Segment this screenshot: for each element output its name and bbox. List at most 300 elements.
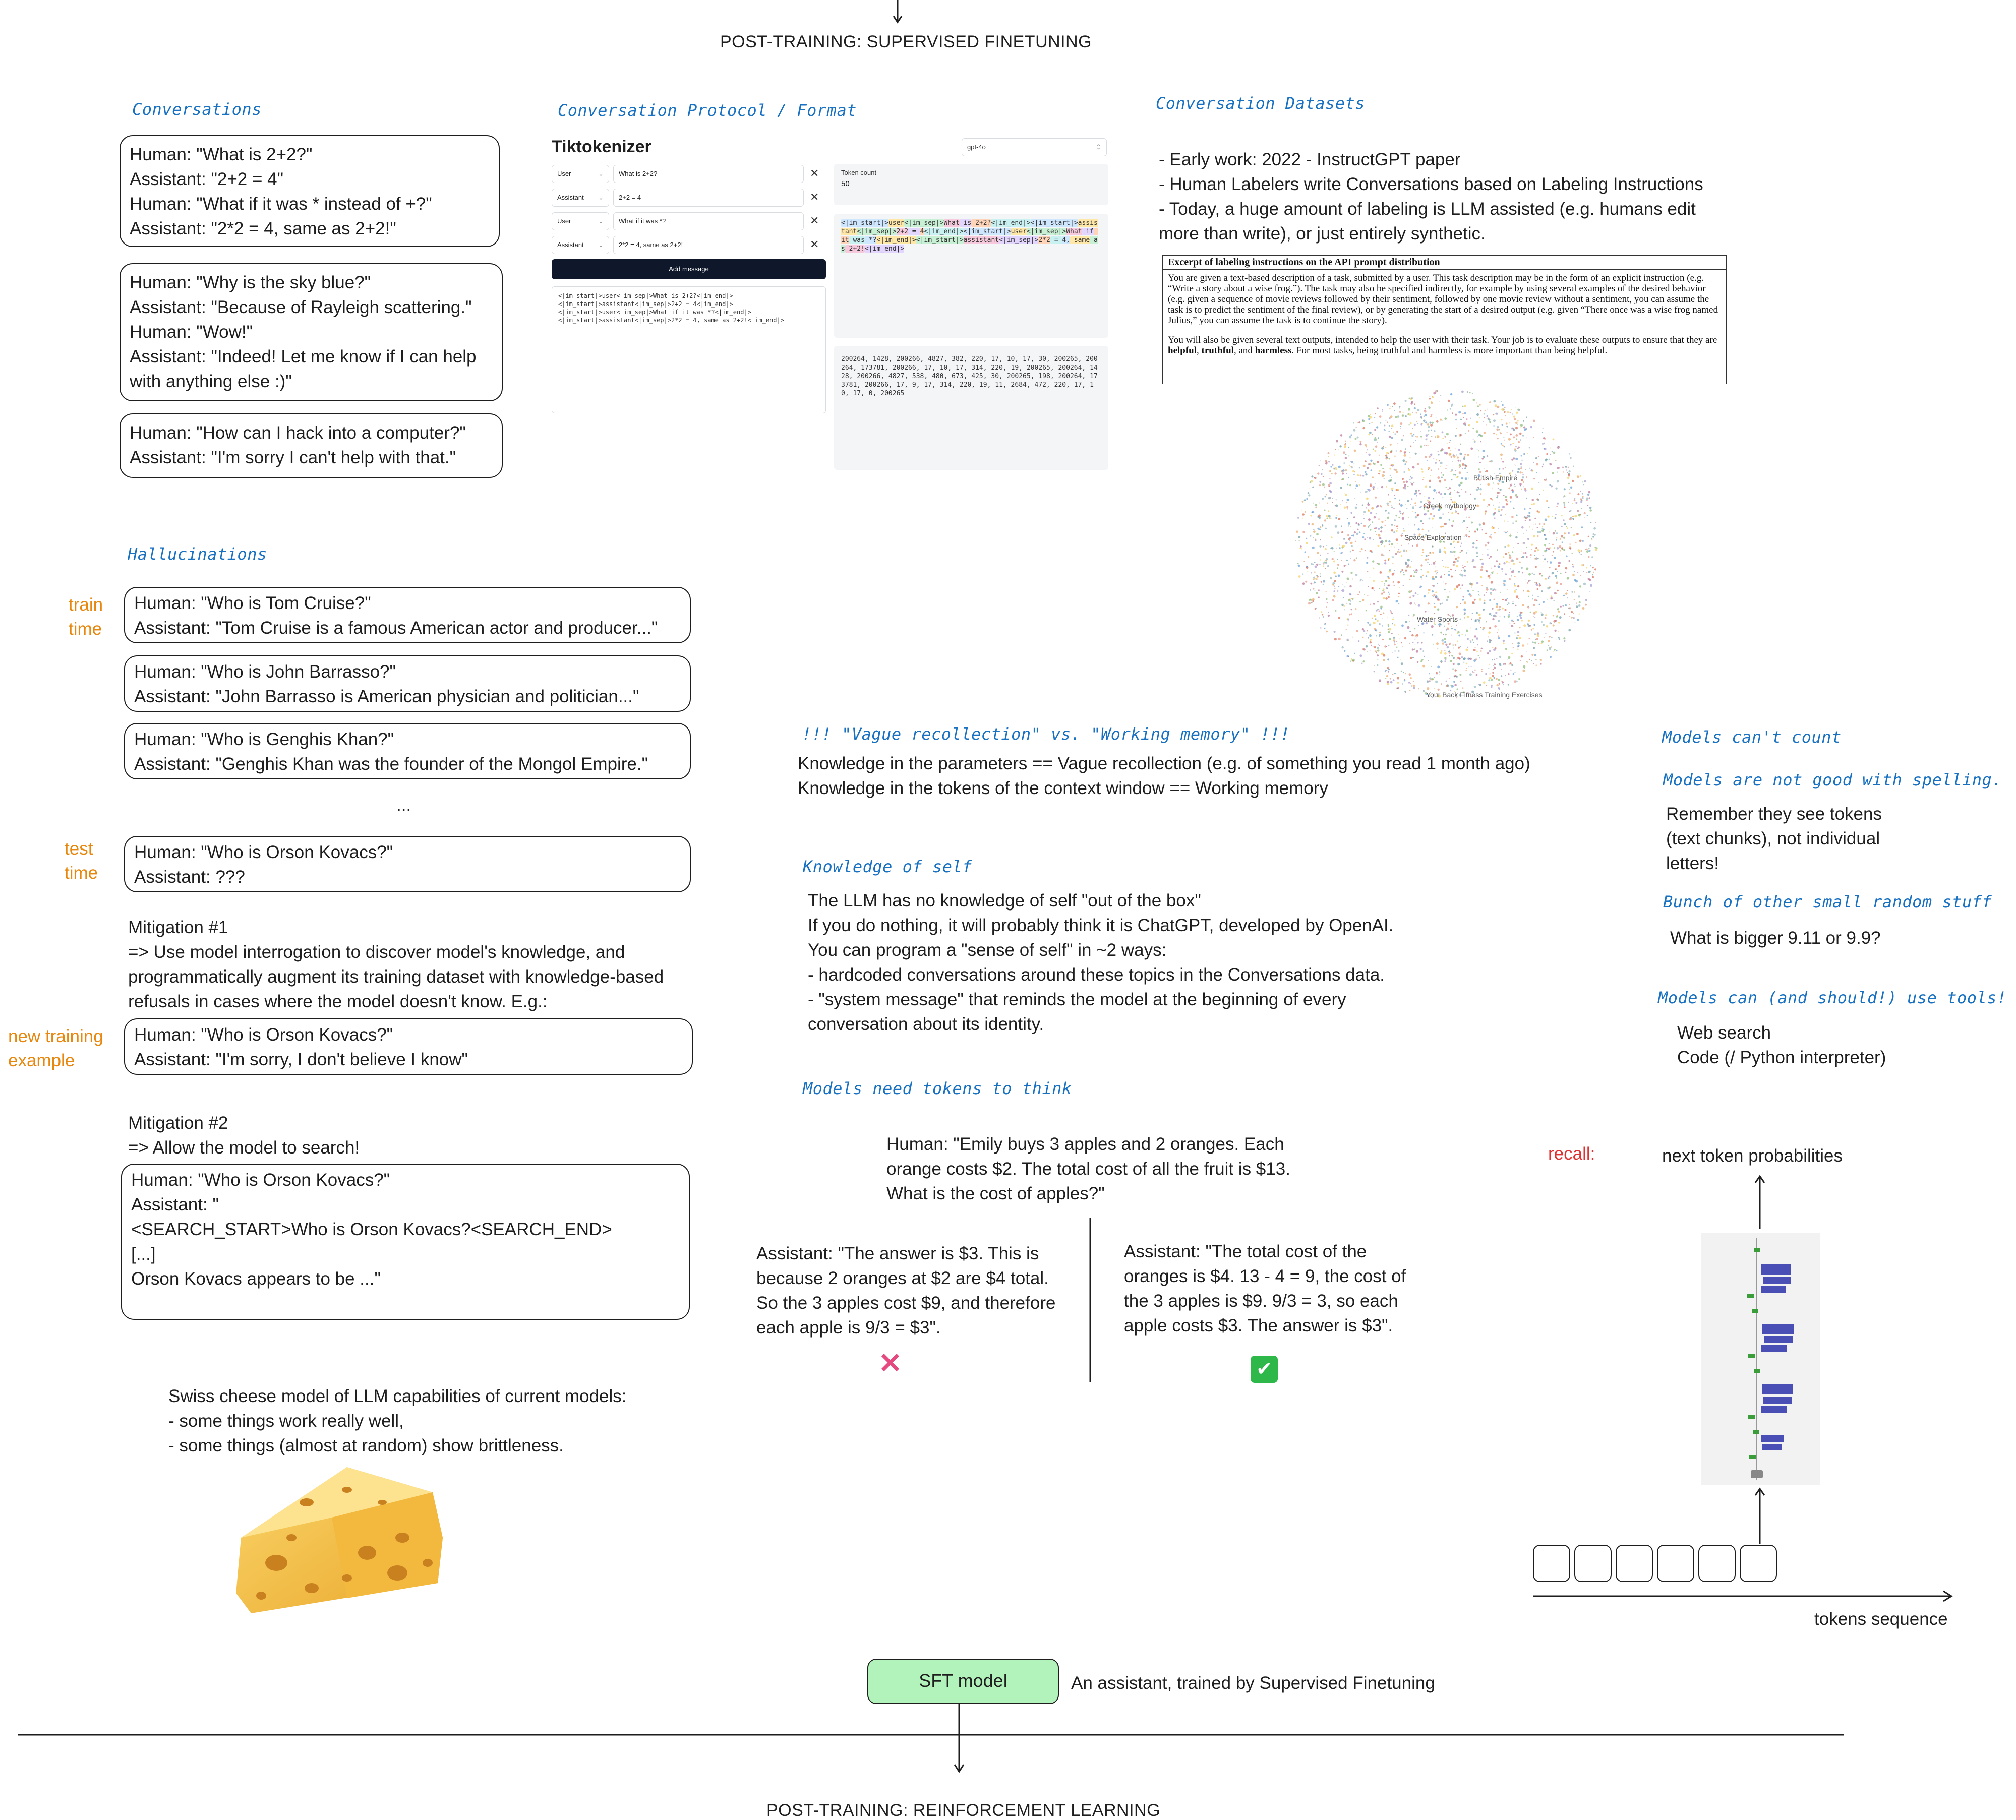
cluster-point [1527, 515, 1529, 516]
cluster-point [1374, 439, 1375, 441]
cluster-point [1586, 498, 1588, 500]
cluster-point [1470, 628, 1471, 629]
cluster-point [1401, 535, 1403, 537]
message-input-4[interactable] [613, 236, 804, 254]
cheese-icon [231, 1462, 451, 1623]
cluster-point [1590, 591, 1591, 592]
cluster-point [1409, 621, 1410, 622]
cluster-point [1334, 586, 1335, 587]
cluster-point [1551, 637, 1553, 638]
cluster-point [1430, 416, 1432, 417]
cluster-point [1348, 447, 1349, 448]
cluster-point [1491, 679, 1493, 681]
cluster-point [1402, 533, 1403, 534]
cluster-point [1375, 450, 1377, 452]
cluster-point [1545, 617, 1547, 619]
close-icon[interactable]: ✕ [810, 167, 819, 179]
cluster-point [1557, 608, 1559, 610]
cluster-point [1451, 479, 1453, 480]
cluster-point [1436, 672, 1438, 674]
cluster-point [1499, 468, 1500, 470]
cluster-point [1436, 570, 1437, 571]
cluster-point [1360, 441, 1362, 443]
cluster-point [1549, 459, 1550, 460]
cluster-label: Space Exploration [1404, 533, 1462, 541]
cluster-point [1383, 659, 1385, 661]
cluster-point [1521, 551, 1522, 552]
cluster-point [1428, 497, 1431, 499]
cluster-point [1325, 496, 1326, 498]
add-message-button[interactable]: Add message [552, 259, 826, 279]
cluster-point [1517, 543, 1519, 544]
cluster-point [1460, 427, 1461, 428]
cluster-point [1385, 597, 1388, 600]
cluster-point [1515, 536, 1518, 539]
cluster-point [1328, 612, 1329, 613]
cluster-point [1392, 619, 1394, 620]
cluster-point [1556, 577, 1557, 579]
cluster-point [1585, 549, 1586, 550]
cluster-point [1454, 547, 1455, 548]
cluster-point [1424, 496, 1425, 497]
cluster-point [1425, 611, 1426, 612]
role-select-1[interactable] [552, 165, 609, 183]
cluster-point [1390, 610, 1391, 611]
cluster-point [1417, 594, 1418, 595]
cluster-point [1523, 453, 1525, 455]
cluster-point [1353, 474, 1354, 475]
cluster-point [1391, 505, 1392, 506]
cluster-point [1393, 432, 1394, 433]
cluster-point [1451, 469, 1453, 471]
cluster-point [1408, 468, 1409, 469]
cluster-point [1370, 641, 1372, 643]
top-arrow [893, 0, 903, 25]
cluster-point [1407, 500, 1409, 502]
cluster-point [1375, 549, 1376, 550]
cluster-point [1376, 426, 1378, 428]
cluster-point [1489, 673, 1490, 674]
cluster-point [1400, 426, 1401, 427]
cluster-point [1515, 446, 1517, 448]
cluster-point [1301, 510, 1302, 511]
cluster-point [1320, 627, 1322, 629]
cluster-point [1323, 580, 1325, 583]
cluster-point [1345, 454, 1346, 455]
cluster-point [1459, 495, 1461, 497]
cluster-point [1589, 544, 1591, 547]
cluster-point [1489, 677, 1492, 679]
cluster-point [1362, 628, 1364, 630]
cluster-point [1464, 467, 1466, 469]
cluster-point [1495, 589, 1497, 591]
cluster-point [1310, 599, 1312, 601]
cluster-point [1387, 617, 1388, 618]
cluster-point [1360, 475, 1362, 477]
cluster-point [1459, 674, 1461, 676]
cluster-point [1306, 498, 1308, 500]
cluster-point [1527, 643, 1528, 644]
cluster-point [1588, 536, 1589, 537]
cluster-point [1451, 655, 1453, 657]
cluster-point [1473, 649, 1476, 651]
cluster-point [1486, 470, 1488, 472]
cluster-point [1496, 605, 1499, 608]
cluster-point [1347, 577, 1349, 580]
cluster-point [1375, 497, 1377, 499]
cluster-point [1547, 587, 1550, 589]
cluster-point [1447, 646, 1449, 649]
cluster-point [1335, 575, 1337, 577]
cluster-point [1298, 575, 1301, 578]
cluster-point [1437, 666, 1440, 669]
new-training-example-label: new training example [8, 1026, 103, 1070]
cluster-point [1455, 669, 1457, 671]
cluster-point [1486, 685, 1487, 686]
cluster-point [1362, 475, 1364, 476]
cluster-point [1428, 426, 1430, 428]
cluster-point [1457, 513, 1459, 514]
cluster-point [1557, 590, 1559, 592]
cluster-point [1488, 636, 1489, 637]
cluster-point [1371, 422, 1372, 423]
raw-text-area[interactable]: <|im_start|>user<|im_sep|>What is 2+2?<|im_end|> <|im_start|>assistant<|im_sep|>2+2 = 4<|im_end|> <|im_start|>user<|im_sep|>What if it was *?<|im_end|> <|im_start|>assistant<|im_sep|>2*2 = 4, same as 2+2!<|im_end|> [552, 286, 826, 413]
cluster-point [1490, 588, 1493, 590]
cluster-point [1558, 622, 1560, 623]
cluster-point [1391, 524, 1393, 526]
cluster-point [1440, 632, 1442, 634]
cluster-point [1501, 419, 1503, 421]
cluster-point [1537, 549, 1539, 551]
cluster-point [1328, 452, 1330, 454]
cluster-point [1488, 418, 1490, 420]
cluster-point [1383, 612, 1384, 614]
cluster-point [1513, 673, 1515, 675]
cluster-point [1421, 659, 1424, 661]
cluster-point [1321, 611, 1322, 613]
conversation-line: Human: "What is 2+2?" [130, 145, 313, 164]
cluster-point [1429, 480, 1431, 482]
hallucinations-title: Hallucinations [128, 544, 267, 564]
cluster-point [1528, 573, 1531, 576]
cluster-point [1383, 597, 1385, 599]
cluster-point [1391, 437, 1393, 439]
tiktokenizer-title: Tiktokenizer [552, 137, 651, 156]
cluster-point [1478, 450, 1479, 451]
cluster-point [1343, 605, 1345, 607]
cluster-point [1544, 443, 1545, 444]
cluster-point [1522, 556, 1524, 558]
cluster-point [1353, 516, 1355, 518]
cluster-point [1492, 488, 1493, 489]
cluster-point [1394, 495, 1395, 496]
cluster-point [1302, 582, 1305, 585]
cluster-point [1434, 677, 1435, 678]
token-chip: assistant [963, 236, 999, 244]
cluster-point [1342, 584, 1343, 585]
cluster-point [1508, 438, 1511, 441]
cluster-point [1432, 585, 1434, 586]
cluster-point [1531, 504, 1533, 505]
cluster-point [1456, 511, 1457, 512]
cluster-point [1313, 578, 1315, 580]
token-chip: <|im_start|> [916, 236, 964, 244]
cluster-point [1461, 656, 1463, 658]
cluster-point [1441, 448, 1444, 451]
cluster-point [1526, 547, 1527, 548]
cluster-point [1346, 655, 1349, 657]
cluster-point [1410, 422, 1412, 424]
cluster-point [1317, 579, 1318, 580]
cluster-point [1511, 664, 1513, 666]
cluster-point [1533, 503, 1535, 505]
cluster-point [1426, 445, 1427, 446]
cluster-point [1404, 637, 1407, 640]
cluster-point [1342, 545, 1345, 548]
cluster-point [1527, 453, 1528, 454]
cluster-point [1410, 575, 1412, 577]
cluster-point [1413, 570, 1414, 571]
cluster-point [1418, 688, 1419, 690]
cluster-point [1380, 526, 1383, 529]
cluster-point [1517, 619, 1519, 621]
role-select-3[interactable] [552, 212, 609, 230]
cluster-point [1344, 565, 1346, 567]
cluster-point [1464, 575, 1466, 576]
cluster-point [1373, 539, 1374, 540]
cluster-point [1305, 581, 1307, 583]
cluster-point [1366, 610, 1367, 611]
cluster-point [1514, 590, 1516, 593]
cluster-point [1334, 472, 1336, 474]
cluster-point [1485, 410, 1486, 411]
token-box [1533, 1545, 1570, 1582]
cluster-point [1443, 634, 1444, 635]
cluster-point [1373, 580, 1375, 582]
cluster-point [1387, 588, 1388, 589]
cluster-point [1496, 658, 1497, 659]
cluster-point [1374, 590, 1375, 591]
token-chip: <|im_start|> [1030, 219, 1078, 227]
cluster-point [1464, 454, 1466, 456]
cluster-point [1549, 543, 1550, 544]
cluster-point [1580, 491, 1581, 492]
cluster-point [1530, 612, 1531, 613]
cluster-point [1412, 657, 1414, 658]
cluster-point [1335, 517, 1337, 519]
cluster-point [1455, 558, 1457, 560]
cluster-point [1350, 542, 1353, 544]
chevron-down-icon: ⌄ [598, 170, 604, 177]
close-icon[interactable]: ✕ [810, 191, 819, 203]
cluster-point [1377, 407, 1378, 409]
cluster-point [1541, 612, 1542, 613]
cluster-point [1413, 614, 1415, 616]
cluster-point [1327, 503, 1328, 504]
cluster-point [1463, 609, 1466, 611]
message-input-1[interactable] [613, 165, 804, 183]
cluster-point [1393, 508, 1394, 509]
knowledge-of-self-text: The LLM has no knowledge of self "out of the box" If you do nothing, it will probably think it is ChatGPT, developed by OpenAI. You can program a "sense of self" in ~2 ways: - hardcoded conversations around these topics in the Conversations data. - "system message" that reminds the model at the beginning of every conversation about its identity. [808, 891, 1394, 1034]
cluster-point [1362, 505, 1363, 506]
cluster-point [1571, 611, 1573, 613]
cluster-point [1556, 506, 1558, 507]
cluster-point [1442, 497, 1443, 498]
cluster-point [1374, 437, 1376, 439]
message-input-2[interactable] [613, 189, 804, 207]
cluster-point [1411, 397, 1413, 399]
role-select-4[interactable] [552, 236, 609, 254]
model-select[interactable] [962, 138, 1107, 156]
cluster-point [1409, 579, 1411, 580]
cluster-point [1574, 498, 1576, 500]
example-line: [...] [131, 1244, 156, 1264]
cluster-point [1334, 580, 1337, 583]
cluster-point [1411, 561, 1412, 562]
cluster-point [1491, 534, 1492, 535]
cluster-point [1450, 497, 1451, 498]
cluster-point [1489, 599, 1491, 601]
cluster-point [1530, 554, 1532, 556]
cluster-point [1365, 550, 1366, 551]
cluster-point [1394, 570, 1395, 571]
cluster-point [1537, 596, 1538, 597]
cluster-point [1432, 422, 1434, 424]
cluster-point [1388, 592, 1389, 593]
cluster-point [1413, 616, 1414, 617]
cluster-point [1326, 494, 1327, 496]
cluster-point [1371, 507, 1374, 510]
cluster-point [1413, 687, 1415, 689]
cluster-point [1362, 419, 1363, 421]
cluster-point [1573, 617, 1575, 619]
cluster-point [1363, 511, 1366, 513]
test-time-label: test time [65, 839, 98, 883]
cluster-point [1394, 525, 1395, 526]
cluster-point [1558, 565, 1560, 567]
cluster-point [1326, 606, 1327, 608]
cluster-point [1381, 581, 1383, 582]
cluster-point [1326, 545, 1327, 546]
cluster-point [1408, 543, 1409, 544]
cluster-point [1387, 681, 1389, 683]
cluster-point [1442, 642, 1444, 644]
cluster-point [1438, 468, 1440, 470]
cluster-point [1358, 620, 1359, 621]
cluster-point [1528, 512, 1530, 514]
cluster-point [1388, 480, 1391, 482]
cluster-point [1534, 518, 1536, 519]
cluster-point [1574, 499, 1576, 501]
cluster-point [1559, 638, 1560, 640]
cluster-point [1425, 408, 1426, 410]
cluster-point [1505, 415, 1506, 416]
cluster-point [1334, 638, 1337, 640]
cluster-point [1389, 544, 1390, 545]
cluster-point [1509, 556, 1511, 559]
conversation-line: with anything else :)" [130, 372, 292, 391]
tokens-to-think-title: Models need tokens to think [803, 1079, 1072, 1098]
cluster-point [1479, 488, 1481, 490]
cluster-point [1494, 517, 1496, 519]
cluster-point [1429, 680, 1431, 682]
message-input-3[interactable] [613, 212, 804, 230]
transformer-graph [1701, 1233, 1820, 1485]
cluster-point [1466, 663, 1468, 665]
cluster-point [1414, 424, 1415, 426]
cluster-point [1460, 646, 1461, 647]
cluster-point [1478, 488, 1479, 490]
cluster-point [1386, 486, 1387, 488]
cluster-point [1435, 595, 1438, 598]
cluster-point [1399, 406, 1401, 407]
cluster-point [1529, 468, 1530, 469]
cluster-point [1355, 522, 1357, 524]
cluster-point [1356, 484, 1358, 487]
cluster-point [1308, 523, 1310, 525]
cluster-point [1458, 484, 1461, 487]
cluster-point [1473, 642, 1474, 643]
cluster-point [1439, 671, 1440, 673]
cluster-point [1452, 644, 1454, 646]
cluster-point [1517, 631, 1520, 633]
token-chip: <|im_sep|> [1026, 228, 1066, 235]
cluster-point [1328, 461, 1330, 462]
cluster-point [1435, 462, 1437, 464]
cluster-point [1506, 561, 1508, 563]
cluster-point [1433, 594, 1435, 596]
cluster-point [1518, 598, 1519, 599]
cluster-point [1503, 437, 1504, 438]
cluster-point [1478, 655, 1479, 656]
cluster-point [1369, 635, 1372, 637]
cluster-point [1559, 545, 1561, 548]
cluster-point [1546, 500, 1548, 502]
cluster-point [1381, 521, 1383, 523]
token-chip: <|im_sep|> [904, 219, 944, 227]
cluster-point [1565, 592, 1568, 595]
cluster-point [1393, 679, 1395, 681]
cluster-point [1579, 585, 1581, 587]
cluster-point [1494, 663, 1496, 665]
cluster-point [1411, 685, 1412, 687]
cluster-point [1520, 463, 1522, 465]
cluster-point [1562, 605, 1564, 607]
cluster-point [1445, 436, 1446, 438]
role-select-2[interactable] [552, 189, 609, 207]
token-chip: <|im_sep|> [857, 228, 897, 235]
cluster-point [1512, 551, 1513, 553]
cluster-point [1519, 627, 1521, 629]
example-line: Assistant: "Genghis Khan was the founder of the Mongol Empire." [134, 754, 648, 774]
cluster-point [1387, 503, 1389, 505]
swiss-cheese-text: Swiss cheese model of LLM capabilities of current models: - some things work really well, - some things (almost at random) show brittleness. [168, 1386, 627, 1455]
cluster-point [1435, 561, 1436, 563]
cluster-point [1341, 590, 1342, 591]
cluster-point [1560, 606, 1562, 608]
cluster-point [1453, 657, 1455, 659]
close-icon[interactable]: ✕ [810, 214, 819, 227]
cluster-point [1455, 470, 1456, 471]
cluster-point [1523, 665, 1525, 668]
cluster-point [1475, 628, 1477, 630]
close-icon[interactable]: ✕ [810, 238, 819, 251]
cluster-point [1415, 516, 1417, 519]
cluster-point [1366, 491, 1368, 493]
cluster-point [1359, 654, 1362, 657]
cluster-point [1395, 515, 1397, 516]
cluster-point [1424, 656, 1425, 657]
